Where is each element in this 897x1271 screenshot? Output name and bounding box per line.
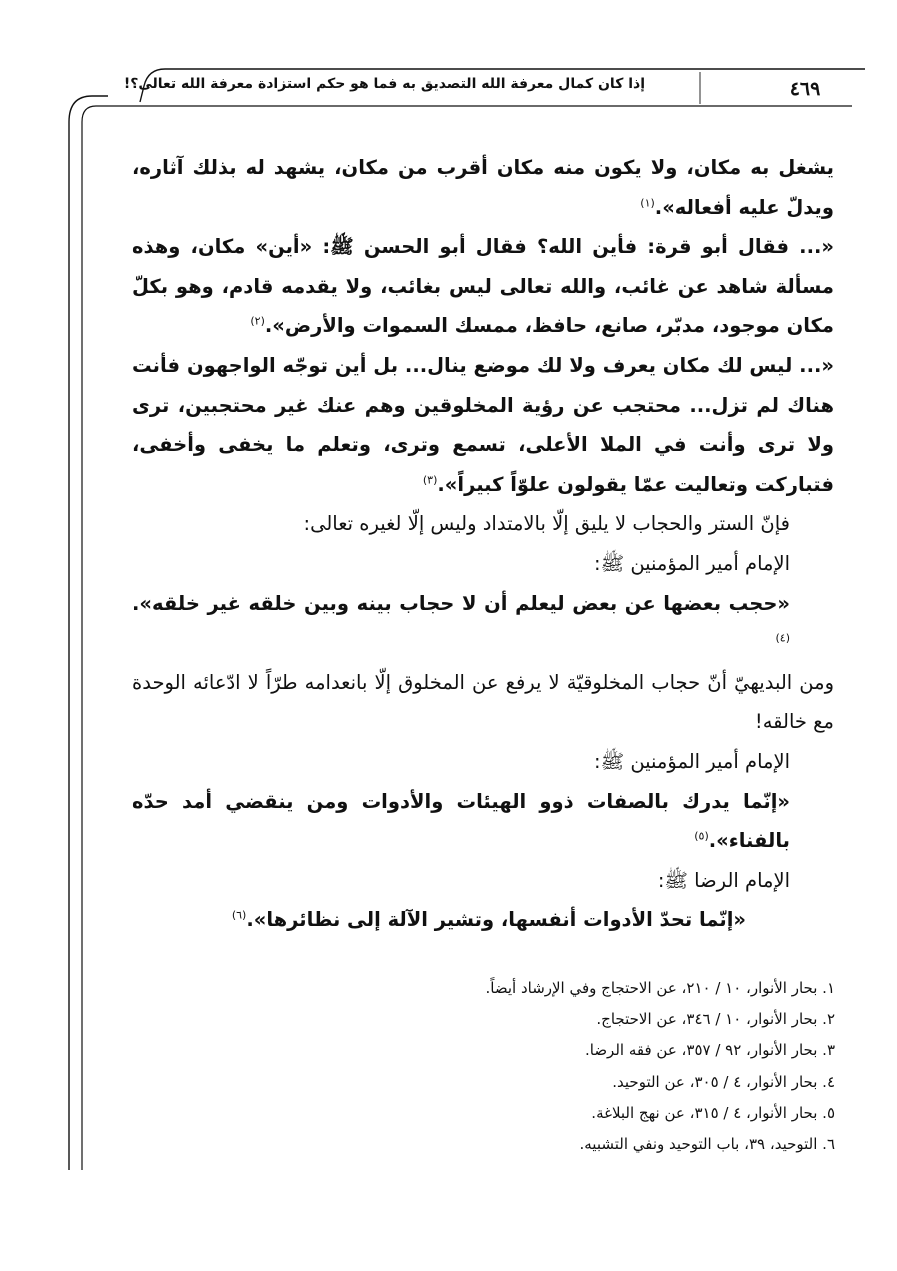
quote-paragraph xyxy=(132,227,834,346)
main-text xyxy=(132,148,834,940)
quote-paragraph xyxy=(132,782,834,861)
footnote-ref: (٦) xyxy=(231,908,247,922)
footnote: ٣. بحار الأنوار، ٩٢ / ٣٥٧، عن فقه الرضا. xyxy=(584,1041,835,1060)
paragraph-text: ومن البديهيّ أنّ حجاب المخلوقيّة لا يرفع عن المخلوق إلّا بانعدامه طرّاً لا ادّعائه الوحدة مع خالقه! xyxy=(132,670,834,734)
footnote: ٢. بحار الأنوار، ١٠ / ٣٤٦، عن الاحتجاج. xyxy=(596,1010,835,1029)
paragraph xyxy=(132,663,834,742)
quote-paragraph xyxy=(132,900,834,940)
attribution xyxy=(132,861,834,901)
footnote-ref: (٢) xyxy=(250,314,265,328)
footnote-ref: (٥) xyxy=(694,829,709,843)
footnote: ١. بحار الأنوار، ١٠ / ٢١٠، عن الاحتجاج وفي الإرشاد أيضاً. xyxy=(485,979,835,997)
attribution xyxy=(132,544,834,584)
paragraph xyxy=(132,148,834,227)
quote-text: «إنّما تحدّ الأدوات أنفسها، وتشير الآلة إلى نظائرها». xyxy=(246,908,746,932)
attribution-text: الإمام أمير المؤمنين ﷺ: xyxy=(594,749,790,773)
running-title: إذا كان كمال معرفة الله التصديق به فما هو حكم استزادة معرفة الله تعالى؟! xyxy=(123,76,645,92)
quote-text: «... فقال أبو قرة: فأين الله؟ فقال أبو الحسن ﷺ: «أين» مكان، وهذه مسألة شاهد عن غائب، والله تعالى ليس بغائب، ولا يقدمه قادم، وهو بكلّ مكان موجود، مدبّر، صانع، حافظ، ممسك السموات والأرض». xyxy=(132,235,834,338)
attribution-text: الإمام الرضا ﷺ: xyxy=(657,868,790,892)
attribution-text: الإمام أمير المؤمنين ﷺ: xyxy=(594,551,790,575)
page-number: ٤٦٩ xyxy=(789,78,821,100)
footnote-ref: (٤) xyxy=(775,631,790,645)
footnote-ref: (٣) xyxy=(422,473,438,487)
paragraph-text: فإنّ الستر والحجاب لا يليق إلّا بالامتداد وليس إلّا لغيره تعالى: xyxy=(303,512,790,536)
paragraph-text: يشغل به مكان، ولا يكون منه مكان أقرب من مكان، يشهد له بذلك آثاره، ويدلّ عليه أفعاله». xyxy=(132,156,834,219)
footnote: ٥. بحار الأنوار، ٤ / ٣١٥، عن نهج البلاغة. xyxy=(591,1103,835,1122)
footnote: ٦. التوحيد، ٣٩، باب التوحيد ونفي التشبيه. xyxy=(579,1135,835,1154)
paragraph xyxy=(132,504,834,544)
quote-paragraph xyxy=(132,584,834,663)
attribution xyxy=(132,742,834,782)
quote-paragraph xyxy=(132,346,834,504)
footnote: ٤. بحار الأنوار، ٤ / ٣٠٥، عن التوحيد. xyxy=(612,1072,835,1091)
quote-text: «إنّما يدرك بالصفات ذوو الهيئات والأدوات ومن ينقضي أمد حدّه بالفناء». xyxy=(132,789,790,853)
quote-text: «... ليس لك مكان يعرف ولا لك موضع ينال... بل أين توجّه الواجهون فأنت هناك لم تزل... محتجب عن رؤية المخلوقين وهم عنك غير محتجبين، ترى ولا ترى وأنت في الملا الأعلى، تسمع وترى، وتعلم ما يخفى وأخفى، فتباركت وتعاليت عمّا يقولون علوّاً كبيراً». xyxy=(132,353,834,496)
footnotes xyxy=(380,973,835,1160)
footnote-ref: (١) xyxy=(640,196,655,210)
quote-text: «حجب بعضها عن بعض ليعلم أن لا حجاب بينه وبين خلقه غير خلقه». xyxy=(132,591,790,615)
